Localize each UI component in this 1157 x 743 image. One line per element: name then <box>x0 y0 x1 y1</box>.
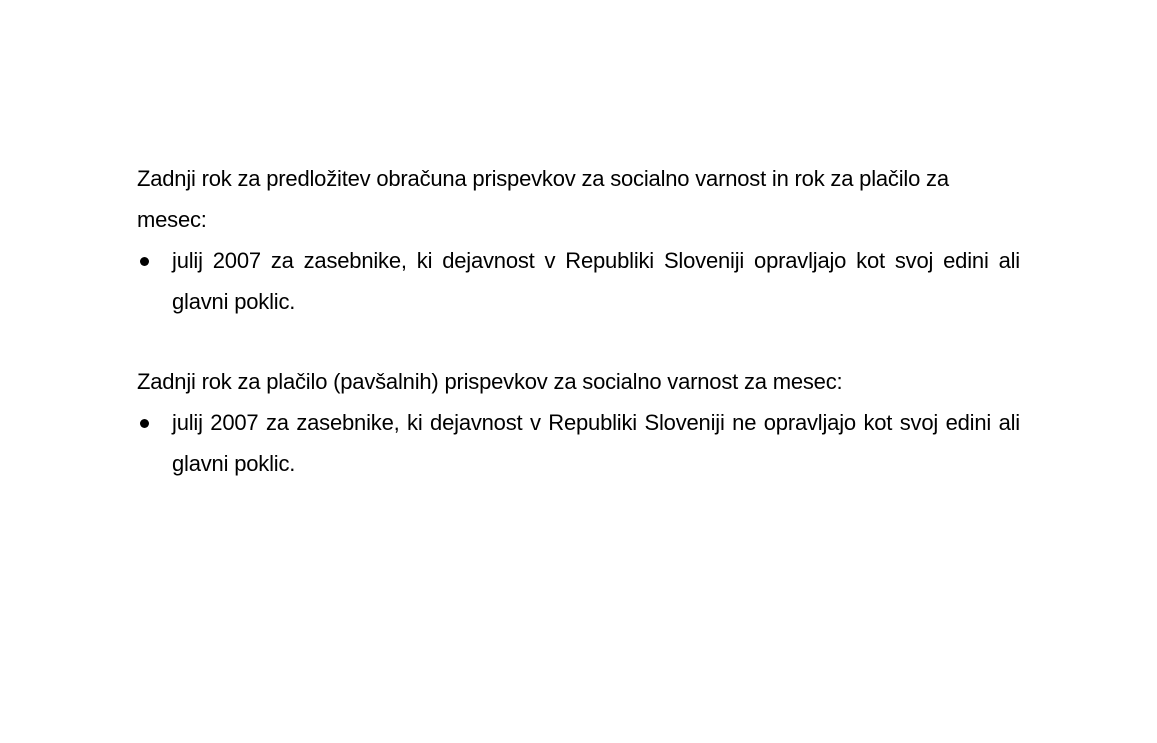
section-heading: Zadnji rok za predložitev obračuna prispevkov za socialno varnost in rok za plačilo za mesec: <box>137 166 949 232</box>
section-submission-deadline <box>137 158 1020 322</box>
bullet-icon <box>140 419 149 428</box>
section-payment-deadline <box>137 361 1020 484</box>
section-heading: Zadnji rok za plačilo (pavšalnih) prispevkov za socialno varnost za mesec: <box>137 369 843 394</box>
list-item-text: julij 2007 za zasebnike, ki dejavnost v Republiki Sloveniji opravljajo kot svoj edini ali glavni poklic. <box>172 248 1020 314</box>
list-item <box>137 402 1020 484</box>
bullet-icon <box>140 257 149 266</box>
list-item <box>137 240 1020 322</box>
bullet-list <box>137 402 1020 484</box>
list-item-text: julij 2007 za zasebnike, ki dejavnost v Republiki Sloveniji ne opravljajo kot svoj edini ali glavni poklic. <box>172 410 1020 476</box>
bullet-list <box>137 240 1020 322</box>
